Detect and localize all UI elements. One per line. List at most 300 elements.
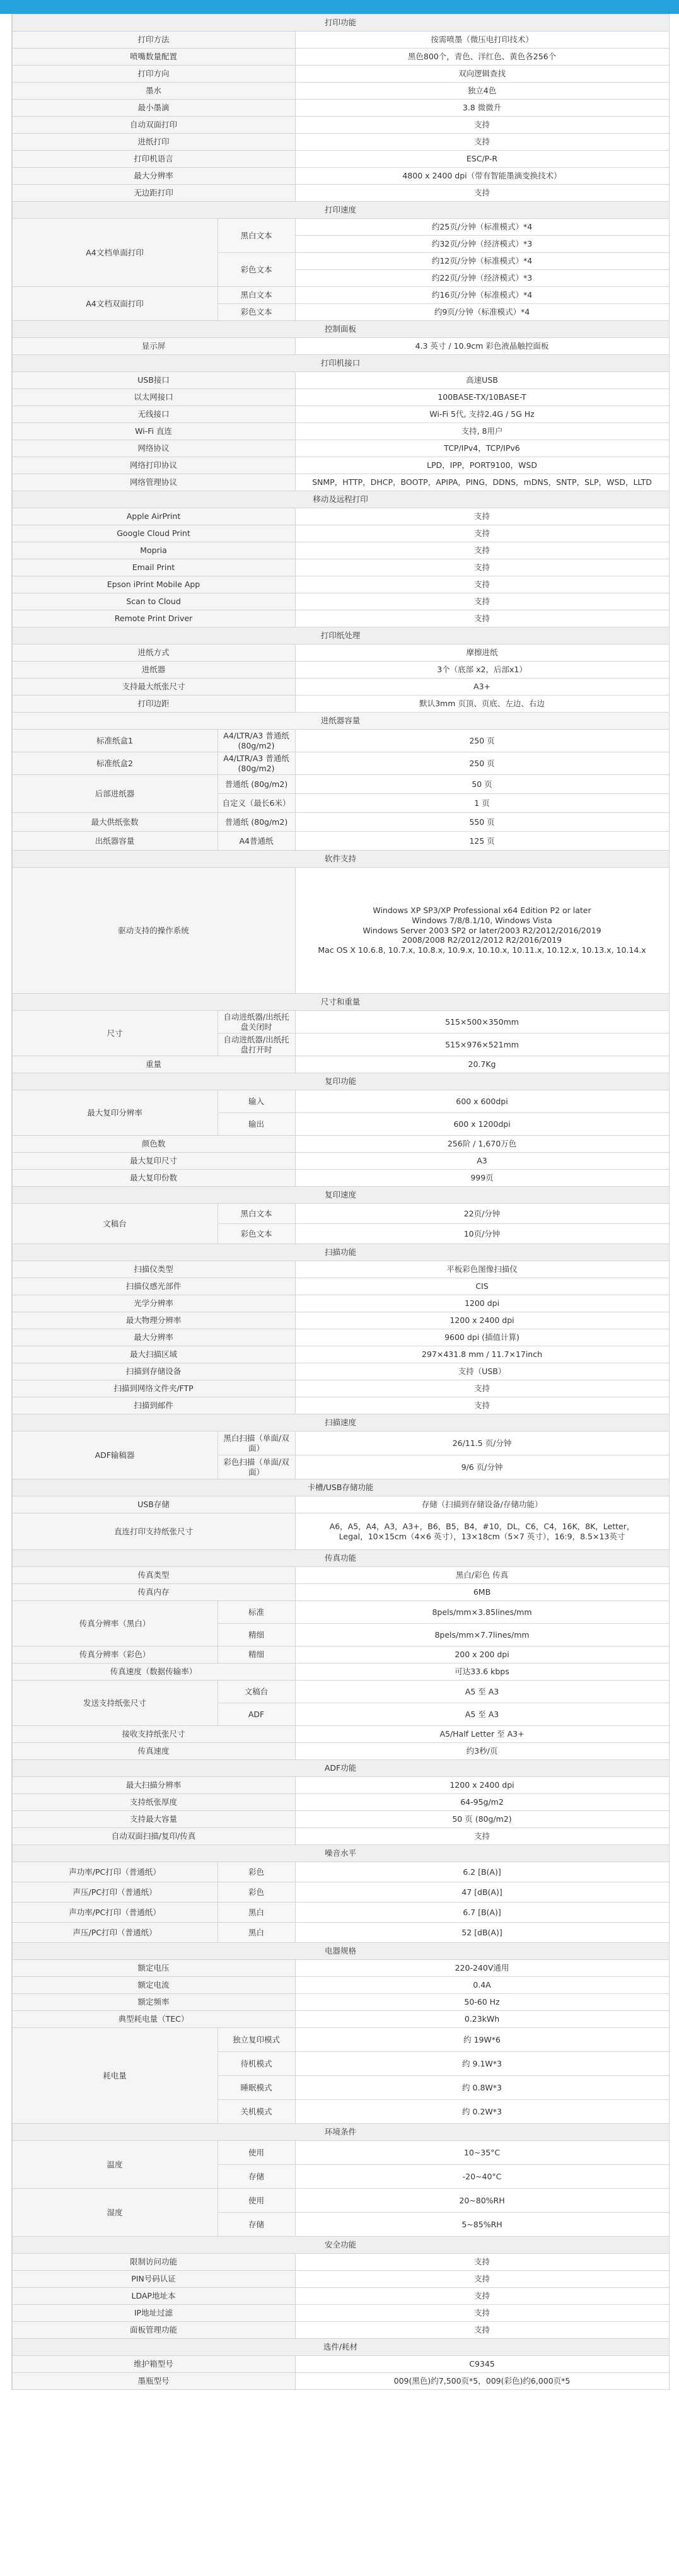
spec-row xyxy=(12,2189,669,2213)
section-title: 软件支持 xyxy=(12,851,669,868)
section-header xyxy=(12,321,669,338)
spec-label: 最小墨滴 xyxy=(12,100,295,117)
spec-row xyxy=(12,1090,669,1113)
spec-row xyxy=(12,1726,669,1743)
spec-label: 打印方法 xyxy=(12,32,295,49)
section-header xyxy=(12,1073,669,1090)
spec-sublabel: 黑白 xyxy=(218,1903,295,1923)
spec-value: 支持 xyxy=(295,610,669,627)
spec-label: 支持纸张厚度 xyxy=(12,1794,295,1811)
spec-value-line: Windows Server 2003 SP2 or later/2003 R2/2012/2016/2019 xyxy=(363,925,601,935)
section-header xyxy=(12,2339,669,2356)
spec-row xyxy=(12,1011,669,1034)
spec-label: 最大复印分辨率 xyxy=(12,1090,218,1136)
spec-value: 20~80%RH xyxy=(295,2189,669,2213)
spec-label: 扫描仪类型 xyxy=(12,1261,295,1278)
spec-value: 约22页/分钟（经济模式）*3 xyxy=(295,270,669,287)
spec-sublabel: 黑白文本 xyxy=(218,1204,295,1224)
spec-label: 最大复印份数 xyxy=(12,1170,295,1187)
spec-label: 颜色数 xyxy=(12,1136,295,1153)
spec-label: 打印方向 xyxy=(12,66,295,83)
spec-value: 52 [dB(A)] xyxy=(295,1923,669,1943)
spec-label: 进纸打印 xyxy=(12,134,295,151)
spec-sublabel: 存储 xyxy=(218,2213,295,2237)
spec-row xyxy=(12,1811,669,1828)
spec-label: 重量 xyxy=(12,1056,295,1073)
spec-label: 打印边距 xyxy=(12,696,295,713)
spec-sublabel: 黑白文本 xyxy=(218,219,295,253)
spec-row xyxy=(12,679,669,696)
section-header xyxy=(12,1760,669,1777)
spec-sublabel: 标准 xyxy=(218,1601,295,1624)
spec-row xyxy=(12,2305,669,2322)
section-title: 打印纸处理 xyxy=(12,627,669,644)
spec-row xyxy=(12,117,669,134)
spec-label: 后部进纸器 xyxy=(12,775,218,813)
spec-value: 1200 x 2400 dpi xyxy=(295,1777,669,1794)
spec-value: 支持 xyxy=(295,576,669,593)
spec-row xyxy=(12,775,669,794)
spec-label: 传真速度 xyxy=(12,1743,295,1760)
spec-value: 支持, 8用户 xyxy=(295,423,669,440)
spec-row xyxy=(12,713,669,730)
spec-sublabel: ADF xyxy=(218,1703,295,1726)
spec-value: 约16页/分钟（标准模式）*4 xyxy=(295,287,669,304)
spec-label: 支持最大容量 xyxy=(12,1811,295,1828)
spec-row xyxy=(12,2254,669,2271)
spec-row xyxy=(12,542,669,559)
spec-sublabel: A4/LTR/A3 普通纸 (80g/m2) xyxy=(218,752,295,775)
spec-label: 声功率/PC打印（普通纸） xyxy=(12,1903,218,1923)
spec-value: ESC/P-R xyxy=(295,151,669,168)
spec-row xyxy=(12,372,669,389)
spec-label: 文稿台 xyxy=(12,1204,218,1244)
spec-row xyxy=(12,1380,669,1397)
section-header xyxy=(12,491,669,508)
spec-value: A5/Half Letter 至 A3+ xyxy=(295,1726,669,1743)
spec-value: Wi-Fi 5代, 支持2.4G / 5G Hz xyxy=(295,406,669,423)
spec-value: CIS xyxy=(295,1278,669,1295)
spec-row xyxy=(12,1777,669,1794)
section-title: 扫描功能 xyxy=(12,1244,669,1261)
spec-value: 9600 dpi (插值计算) xyxy=(295,1329,669,1346)
spec-label: 最大分辨率 xyxy=(12,1329,295,1346)
section-title: 打印机接口 xyxy=(12,355,669,372)
spec-value: 0.23kWh xyxy=(295,2011,669,2028)
spec-value: 平板彩色图像扫描仪 xyxy=(295,1261,669,1278)
spec-label: 网络协议 xyxy=(12,440,295,457)
spec-value: 约 9.1W*3 xyxy=(295,2052,669,2076)
spec-value: 8pels/mm×7.7lines/mm xyxy=(295,1624,669,1646)
spec-row xyxy=(12,1295,669,1312)
spec-label: LDAP地址本 xyxy=(12,2288,295,2305)
spec-value: 约 0.8W*3 xyxy=(295,2076,669,2100)
spec-value: 6.2 [B(A)] xyxy=(295,1862,669,1882)
section-title: 安全功能 xyxy=(12,2237,669,2254)
spec-row xyxy=(12,1346,669,1363)
spec-value: 支持 xyxy=(295,559,669,576)
spec-sublabel: 普通纸 (80g/m2) xyxy=(218,775,295,794)
spec-label: Epson iPrint Mobile App xyxy=(12,576,295,593)
spec-label: 墨水 xyxy=(12,83,295,100)
spec-row xyxy=(12,2028,669,2052)
spec-label: 典型耗电量（TEC） xyxy=(12,2011,295,2028)
spec-row xyxy=(12,1862,669,1882)
spec-row xyxy=(12,2141,669,2165)
spec-label: 声压/PC打印（普通纸） xyxy=(12,1923,218,1943)
spec-sublabel: 彩色 xyxy=(218,1882,295,1903)
spec-row xyxy=(12,134,669,151)
spec-value-line: Windows XP SP3/XP Professional x64 Edition P2 or later xyxy=(373,906,591,916)
section-title: 传真功能 xyxy=(12,1550,669,1567)
section-header xyxy=(12,1845,669,1862)
section-title: 电器规格 xyxy=(12,1943,669,1960)
spec-label: 标准纸盒1 xyxy=(12,730,218,752)
spec-row xyxy=(12,1496,669,1513)
spec-sublabel: 独立复印模式 xyxy=(218,2028,295,2052)
spec-label: 面板管理功能 xyxy=(12,2322,295,2339)
spec-value: LPD，IPP，PORT9100，WSD xyxy=(295,457,669,474)
spec-value: 支持 xyxy=(295,1397,669,1414)
spec-sublabel: 自定义（最长6米） xyxy=(218,794,295,813)
spec-row xyxy=(12,474,669,491)
spec-sublabel: 输出 xyxy=(218,1113,295,1136)
spec-row xyxy=(12,1397,669,1414)
spec-value: 250 页 xyxy=(295,730,669,752)
spec-value: 支持 xyxy=(295,2305,669,2322)
spec-value xyxy=(295,1513,669,1550)
spec-sublabel: 睡眠模式 xyxy=(218,2076,295,2100)
spec-label: 传真类型 xyxy=(12,1567,295,1584)
spec-value: 6.7 [B(A)] xyxy=(295,1903,669,1923)
top-accent-bar xyxy=(0,0,679,14)
spec-sheet xyxy=(11,14,668,2390)
spec-sublabel: 使用 xyxy=(218,2141,295,2165)
spec-value: 50-60 Hz xyxy=(295,1994,669,2011)
spec-sublabel: 使用 xyxy=(218,2189,295,2213)
spec-sublabel: 黑白扫描（单面/双面） xyxy=(218,1431,295,1455)
spec-row xyxy=(12,168,669,185)
spec-label: 驱动支持的操作系统 xyxy=(12,868,295,994)
spec-row xyxy=(12,66,669,83)
spec-value: 515×976×521mm xyxy=(295,1034,669,1056)
spec-value: 按需喷墨（微压电打印技术） xyxy=(295,32,669,49)
section-title: 复印速度 xyxy=(12,1187,669,1204)
spec-row xyxy=(12,1977,669,1994)
spec-row xyxy=(12,2356,669,2373)
spec-sublabel: A4/LTR/A3 普通纸 (80g/m2) xyxy=(218,730,295,752)
spec-row xyxy=(12,49,669,66)
spec-label: 显示屏 xyxy=(12,338,295,355)
spec-value: 约9页/分钟（标准模式）*4 xyxy=(295,304,669,321)
spec-value: 22页/分钟 xyxy=(295,1204,669,1224)
spec-value: -20~40°C xyxy=(295,2165,669,2189)
spec-label: 传真内存 xyxy=(12,1584,295,1601)
spec-value: 4800 x 2400 dpi（带有智能墨滴变换技术） xyxy=(295,168,669,185)
section-header xyxy=(12,355,669,372)
spec-label: USB接口 xyxy=(12,372,295,389)
spec-label: 最大分辨率 xyxy=(12,168,295,185)
spec-value: 可达33.6 kbps xyxy=(295,1664,669,1681)
spec-row xyxy=(12,661,669,679)
spec-row xyxy=(12,2322,669,2339)
section-title: 噪音水平 xyxy=(12,1845,669,1862)
spec-row xyxy=(12,730,669,752)
spec-value: 支持 xyxy=(295,2254,669,2271)
spec-label: Google Cloud Print xyxy=(12,525,295,542)
spec-row xyxy=(12,1882,669,1903)
spec-sublabel: 精细 xyxy=(218,1646,295,1664)
spec-sublabel: 自动进纸器/出纸托盘关闭时 xyxy=(218,1011,295,1034)
spec-row xyxy=(12,1664,669,1681)
spec-value: C9345 xyxy=(295,2356,669,2373)
spec-row xyxy=(12,508,669,525)
spec-sublabel: 普通纸 (80g/m2) xyxy=(218,813,295,832)
spec-row xyxy=(12,525,669,542)
spec-sublabel: A4普通纸 xyxy=(218,832,295,851)
spec-label: A4文档单面打印 xyxy=(12,219,218,287)
spec-label: 标准纸盒2 xyxy=(12,752,218,775)
spec-row xyxy=(12,1329,669,1346)
spec-value: 约 19W*6 xyxy=(295,2028,669,2052)
spec-value: 1 页 xyxy=(295,794,669,813)
spec-value: A3+ xyxy=(295,679,669,696)
spec-row xyxy=(12,2288,669,2305)
spec-label: 声压/PC打印（普通纸） xyxy=(12,1882,218,1903)
spec-label: 传真速度（数据传输率） xyxy=(12,1664,295,1681)
spec-row xyxy=(12,185,669,202)
section-header xyxy=(12,2124,669,2141)
section-title: 移动及远程打印 xyxy=(12,491,669,508)
spec-label: 进纸器 xyxy=(12,661,295,679)
spec-value: 10~35°C xyxy=(295,2141,669,2165)
section-header xyxy=(12,15,669,32)
spec-value: 支持 xyxy=(295,2322,669,2339)
spec-row xyxy=(12,2271,669,2288)
spec-row xyxy=(12,868,669,994)
spec-row xyxy=(12,1056,669,1073)
section-title: 环境条件 xyxy=(12,2124,669,2141)
section-header xyxy=(12,202,669,219)
spec-value xyxy=(295,868,669,994)
spec-value: 200 x 200 dpi xyxy=(295,1646,669,1664)
section-header xyxy=(12,627,669,644)
spec-row xyxy=(12,832,669,851)
spec-label: Remote Print Driver xyxy=(12,610,295,627)
section-title: 打印功能 xyxy=(12,15,669,32)
spec-label: 温度 xyxy=(12,2141,218,2189)
spec-row xyxy=(12,287,669,304)
section-title: 打印速度 xyxy=(12,202,669,219)
spec-value: 约 0.2W*3 xyxy=(295,2100,669,2124)
spec-label: 接收支持纸张尺寸 xyxy=(12,1726,295,1743)
spec-value: 1200 dpi xyxy=(295,1295,669,1312)
spec-row xyxy=(12,1681,669,1703)
spec-label: 进纸器容量 xyxy=(12,713,669,730)
spec-label: 无线接口 xyxy=(12,406,295,423)
spec-row xyxy=(12,1994,669,2011)
spec-row xyxy=(12,338,669,355)
section-header xyxy=(12,1244,669,1261)
spec-value: 999页 xyxy=(295,1170,669,1187)
spec-sublabel: 黑白 xyxy=(218,1923,295,1943)
spec-row xyxy=(12,1903,669,1923)
spec-table-body xyxy=(12,15,669,2390)
spec-value: 50 页 xyxy=(295,775,669,794)
spec-label: 最大扫描分辨率 xyxy=(12,1777,295,1794)
spec-row xyxy=(12,1960,669,1977)
spec-row xyxy=(12,1431,669,1455)
spec-sublabel: 待机模式 xyxy=(218,2052,295,2076)
spec-value: 256阶 / 1,670万色 xyxy=(295,1136,669,1153)
spec-label: 直连打印支持纸张尺寸 xyxy=(12,1513,295,1550)
spec-row xyxy=(12,1170,669,1187)
spec-label: USB存储 xyxy=(12,1496,295,1513)
spec-row xyxy=(12,1136,669,1153)
spec-row xyxy=(12,1646,669,1664)
spec-row xyxy=(12,440,669,457)
section-header xyxy=(12,1414,669,1431)
spec-row xyxy=(12,1312,669,1329)
spec-value: 存储（扫描到存储设备/存储功能） xyxy=(295,1496,669,1513)
spec-label: 最大扫描区域 xyxy=(12,1346,295,1363)
spec-sublabel: 存储 xyxy=(218,2165,295,2189)
spec-value: 100BASE-TX/10BASE-T xyxy=(295,389,669,406)
section-title: 复印功能 xyxy=(12,1073,669,1090)
spec-value: 摩擦进纸 xyxy=(295,644,669,661)
spec-value: 支持 xyxy=(295,542,669,559)
spec-label: 网络管理协议 xyxy=(12,474,295,491)
spec-value: 约3秒/页 xyxy=(295,1743,669,1760)
spec-row xyxy=(12,1567,669,1584)
spec-label: 湿度 xyxy=(12,2189,218,2237)
spec-value: 默认3mm 页顶、页底、左边、右边 xyxy=(295,696,669,713)
spec-value: 黑白/彩色 传真 xyxy=(295,1567,669,1584)
spec-value: A5 至 A3 xyxy=(295,1681,669,1703)
spec-value: 6MB xyxy=(295,1584,669,1601)
spec-row xyxy=(12,1153,669,1170)
spec-value: 64-95g/m2 xyxy=(295,1794,669,1811)
spec-row xyxy=(12,1828,669,1845)
spec-row xyxy=(12,696,669,713)
spec-label: 网络打印协议 xyxy=(12,457,295,474)
spec-row xyxy=(12,406,669,423)
spec-value: 独立4色 xyxy=(295,83,669,100)
section-header xyxy=(12,851,669,868)
section-title: 控制面板 xyxy=(12,321,669,338)
spec-value: 5~85%RH xyxy=(295,2213,669,2237)
spec-value-line: Mac OS X 10.6.8, 10.7.x, 10.8.x, 10.9.x, 10.10.x, 10.11.x, 10.12.x, 10.13.x, 10.14.x xyxy=(318,945,646,955)
spec-sublabel: 彩色 xyxy=(218,1862,295,1882)
spec-row xyxy=(12,151,669,168)
spec-label: Email Print xyxy=(12,559,295,576)
spec-value-line: Windows 7/8/8.1/10, Windows Vista xyxy=(412,916,552,926)
spec-label: 出纸器容量 xyxy=(12,832,218,851)
spec-value: 支持 xyxy=(295,508,669,525)
spec-value: 9/6 页/分钟 xyxy=(295,1455,669,1479)
section-title: 扫描速度 xyxy=(12,1414,669,1431)
spec-label: 无边距打印 xyxy=(12,185,295,202)
spec-table xyxy=(12,14,670,2390)
spec-row xyxy=(12,576,669,593)
spec-label: 光学分辨率 xyxy=(12,1295,295,1312)
section-title: 选件/耗材 xyxy=(12,2339,669,2356)
spec-row xyxy=(12,100,669,117)
spec-label: 限制访问功能 xyxy=(12,2254,295,2271)
section-header xyxy=(12,1943,669,1960)
spec-sublabel: 黑白文本 xyxy=(218,287,295,304)
spec-label: 维护箱型号 xyxy=(12,2356,295,2373)
spec-label: 进纸方式 xyxy=(12,644,295,661)
spec-label: Scan to Cloud xyxy=(12,593,295,610)
section-header xyxy=(12,1187,669,1204)
spec-row xyxy=(12,389,669,406)
spec-label: 传真分辨率（黑白） xyxy=(12,1601,218,1646)
spec-label: 最大供纸张数 xyxy=(12,813,218,832)
spec-value: SNMP，HTTP，DHCP，BOOTP，APIPA，PING，DDNS，mDNS，SNTP，SLP，WSD，LLTD xyxy=(295,474,669,491)
spec-row xyxy=(12,1204,669,1224)
spec-label: PIN号码认证 xyxy=(12,2271,295,2288)
spec-label: 支持最大纸张尺寸 xyxy=(12,679,295,696)
spec-value: 550 页 xyxy=(295,813,669,832)
spec-label: 自动双面扫描/复印/传真 xyxy=(12,1828,295,1845)
spec-label: Apple AirPrint xyxy=(12,508,295,525)
spec-row xyxy=(12,2373,669,2390)
spec-sublabel: 彩色文本 xyxy=(218,1224,295,1244)
spec-value: 支持 xyxy=(295,2288,669,2305)
section-title: ADF功能 xyxy=(12,1760,669,1777)
spec-row xyxy=(12,1601,669,1624)
spec-label: 额定频率 xyxy=(12,1994,295,2011)
section-header xyxy=(12,1479,669,1496)
spec-value: TCP/IPv4，TCP/IPv6 xyxy=(295,440,669,457)
spec-value: 支持（USB） xyxy=(295,1363,669,1380)
spec-row xyxy=(12,423,669,440)
spec-row xyxy=(12,1363,669,1380)
spec-value: 600 x 600dpi xyxy=(295,1090,669,1113)
spec-value: 支持 xyxy=(295,1380,669,1397)
spec-value: 220-240V通用 xyxy=(295,1960,669,1977)
spec-label: 墨瓶型号 xyxy=(12,2373,295,2390)
spec-value: 3.8 微微升 xyxy=(295,100,669,117)
spec-value: 20.7Kg xyxy=(295,1056,669,1073)
spec-value: 47 [dB(A)] xyxy=(295,1882,669,1903)
spec-label: IP地址过滤 xyxy=(12,2305,295,2322)
spec-value: 支持 xyxy=(295,525,669,542)
spec-value: 26/11.5 页/分钟 xyxy=(295,1431,669,1455)
spec-value: 约12页/分钟（标准模式）*4 xyxy=(295,253,669,270)
spec-label: Wi-Fi 直连 xyxy=(12,423,295,440)
spec-row xyxy=(12,593,669,610)
spec-row xyxy=(12,610,669,627)
spec-label: 以太网接口 xyxy=(12,389,295,406)
spec-row xyxy=(12,813,669,832)
spec-value: 10页/分钟 xyxy=(295,1224,669,1244)
spec-value: 高速USB xyxy=(295,372,669,389)
spec-value: 约25页/分钟（标准模式）*4 xyxy=(295,219,669,236)
spec-value: 009(黑色)约7,500页*5，009(彩色)约6,000页*5 xyxy=(295,2373,669,2390)
spec-row xyxy=(12,1584,669,1601)
spec-value: 支持 xyxy=(295,593,669,610)
spec-label: Mopria xyxy=(12,542,295,559)
spec-label: 声功率/PC打印（普通纸） xyxy=(12,1862,218,1882)
spec-value: 50 页 (80g/m2) xyxy=(295,1811,669,1828)
spec-row xyxy=(12,1794,669,1811)
spec-row xyxy=(12,1923,669,1943)
section-title: 尺寸和重量 xyxy=(12,994,669,1011)
spec-row xyxy=(12,83,669,100)
spec-sublabel: 关机模式 xyxy=(218,2100,295,2124)
